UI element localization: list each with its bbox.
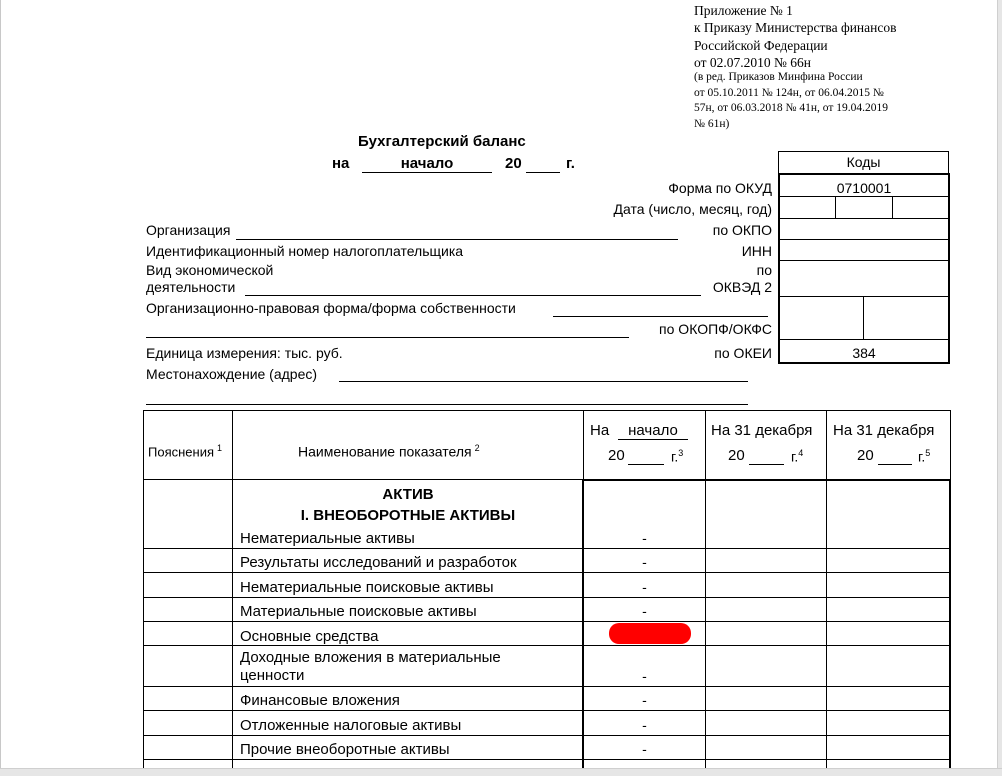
row-divider bbox=[143, 572, 950, 573]
codes-okopf-divider bbox=[863, 296, 864, 339]
row-divider bbox=[143, 735, 950, 736]
okud-label: Форма по ОКУД bbox=[668, 180, 772, 196]
org-input-line[interactable] bbox=[236, 239, 678, 240]
title-year-prefix: 20 bbox=[505, 155, 522, 172]
row-name: Результаты исследований и разработок bbox=[240, 554, 517, 571]
row-name: Материальные поисковые активы bbox=[240, 603, 477, 620]
legal-form-label: Организационно-правовая форма/форма собственности bbox=[146, 300, 516, 316]
header-col3-sup: 5 bbox=[925, 448, 931, 458]
appendix-line: Российской Федерации bbox=[694, 38, 828, 53]
address-input-line-2[interactable] bbox=[146, 404, 748, 405]
row-name-line-2: ценности bbox=[240, 667, 305, 684]
legal-form-input-line[interactable] bbox=[553, 316, 768, 317]
header-name bbox=[298, 443, 480, 460]
header-col1-value[interactable]: начало bbox=[628, 422, 678, 439]
table-thick-border bbox=[949, 479, 951, 768]
address-label: Местонахождение (адрес) bbox=[146, 366, 318, 382]
header-col1-g bbox=[671, 448, 683, 465]
row-divider bbox=[143, 621, 950, 622]
table-top-border bbox=[143, 410, 951, 411]
header-col1-na: На bbox=[590, 422, 610, 439]
row-divider bbox=[143, 645, 950, 646]
header-col1-year-line[interactable] bbox=[628, 464, 664, 465]
legal-form-input-line-2[interactable] bbox=[146, 337, 629, 338]
codes-frame bbox=[778, 173, 950, 364]
row-divider bbox=[143, 548, 950, 549]
row-name: Прочие внеоборотные активы bbox=[240, 741, 450, 758]
header-col3-year: 20 bbox=[857, 447, 874, 464]
appendix-line: к Приказу Министерства финансов bbox=[694, 20, 897, 35]
okpo-label: по ОКПО bbox=[712, 222, 772, 238]
title-date-value[interactable]: начало bbox=[400, 155, 454, 172]
header-col1-sup: 3 bbox=[678, 448, 684, 458]
window-left-edge bbox=[0, 0, 1, 775]
document-title: Бухгалтерский баланс bbox=[358, 133, 526, 150]
header-notes bbox=[148, 443, 222, 459]
header-col2-top: На 31 декабря bbox=[711, 422, 813, 439]
table-border bbox=[232, 410, 233, 768]
row-divider bbox=[143, 686, 950, 687]
section-heading-noncurrent: I. ВНЕОБОРОТНЫЕ АКТИВЫ bbox=[300, 507, 516, 524]
okopf-label: по ОКОПФ/ОКФС bbox=[659, 321, 772, 337]
window-scrollbar-right[interactable] bbox=[997, 0, 1002, 775]
codes-divider bbox=[779, 239, 949, 240]
header-col2-year-line[interactable] bbox=[749, 464, 784, 465]
header-col3-top: На 31 декабря bbox=[833, 422, 935, 439]
header-notes-sup: 1 bbox=[217, 443, 223, 453]
header-col2-year: 20 bbox=[728, 447, 745, 464]
header-col3-year-line[interactable] bbox=[878, 464, 912, 465]
header-col3-g bbox=[918, 448, 930, 465]
title-date-underline bbox=[362, 172, 492, 173]
row-name: Доходные вложения в материальные bbox=[240, 649, 501, 666]
table-border bbox=[826, 410, 827, 768]
okud-value[interactable]: 0710001 bbox=[836, 180, 892, 196]
header-col1-g-text: г. bbox=[671, 448, 679, 465]
okved-label-1: по bbox=[756, 262, 772, 278]
row-value[interactable]: - bbox=[642, 530, 647, 546]
row-value[interactable]: - bbox=[642, 603, 647, 619]
amend-line: от 05.10.2011 № 124н, от 06.04.2015 № bbox=[694, 87, 884, 99]
appendix-line: Приложение № 1 bbox=[694, 3, 793, 18]
amend-line: № 61н) bbox=[694, 118, 730, 130]
amend-line: 57н, от 06.03.2018 № 41н, от 19.04.2019 bbox=[694, 102, 889, 114]
table-header-bottom bbox=[143, 479, 583, 480]
table-border bbox=[583, 410, 584, 480]
row-value[interactable]: - bbox=[642, 741, 647, 757]
row-divider bbox=[143, 710, 950, 711]
codes-divider bbox=[779, 260, 949, 261]
header-name-sup: 2 bbox=[474, 443, 480, 453]
header-col2-sup: 4 bbox=[798, 448, 804, 458]
appendix-line: от 02.07.2010 № 66н bbox=[694, 55, 811, 70]
inn-label: ИНН bbox=[741, 243, 772, 259]
header-notes-text: Пояснения bbox=[148, 444, 215, 460]
title-na: на bbox=[332, 155, 350, 172]
org-label: Организация bbox=[146, 222, 231, 238]
row-value[interactable]: - bbox=[642, 668, 647, 684]
row-name: Основные средства bbox=[240, 628, 379, 645]
row-divider bbox=[143, 759, 950, 760]
row-name: Отложенные налоговые активы bbox=[240, 717, 462, 734]
okved-label-2: ОКВЭД 2 bbox=[712, 279, 772, 295]
unit-label: Единица измерения: тыс. руб. bbox=[146, 345, 343, 361]
redacted-value bbox=[609, 623, 691, 644]
header-col3-g-text: г. bbox=[918, 448, 926, 465]
okei-value[interactable]: 384 bbox=[852, 345, 876, 361]
row-value[interactable]: - bbox=[642, 692, 647, 708]
inn-field-label: Идентификационный номер налогоплательщика bbox=[146, 243, 464, 259]
row-name: Нематериальные активы bbox=[240, 530, 415, 547]
okei-label: по ОКЕИ bbox=[714, 345, 772, 361]
header-col1-underline bbox=[618, 439, 688, 440]
row-value[interactable]: - bbox=[642, 579, 647, 595]
header-col2-g-text: г. bbox=[791, 448, 799, 465]
codes-divider bbox=[779, 296, 949, 297]
section-heading-aktiv: АКТИВ bbox=[382, 486, 434, 503]
activity-input-line[interactable] bbox=[245, 295, 701, 296]
row-divider bbox=[143, 597, 950, 598]
codes-header: Коды bbox=[846, 154, 881, 170]
header-col1-year: 20 bbox=[608, 447, 625, 464]
address-input-line[interactable] bbox=[339, 381, 748, 382]
row-name: Финансовые вложения bbox=[240, 692, 400, 709]
row-value[interactable]: - bbox=[642, 717, 647, 733]
table-header-bottom-thick bbox=[583, 479, 951, 481]
header-col2-g bbox=[791, 448, 803, 465]
title-year-underline[interactable] bbox=[526, 172, 560, 173]
amend-line: (в ред. Приказов Минфина России bbox=[694, 71, 863, 83]
activity-label-1: Вид экономической bbox=[146, 262, 274, 278]
date-label: Дата (число, месяц, год) bbox=[613, 201, 772, 217]
table-border bbox=[143, 410, 144, 768]
row-name: Нематериальные поисковые активы bbox=[240, 579, 494, 596]
title-year-suffix: г. bbox=[566, 155, 575, 172]
row-value[interactable]: - bbox=[642, 554, 647, 570]
table-border bbox=[705, 410, 706, 768]
codes-divider bbox=[779, 218, 949, 219]
header-name-text: Наименование показателя bbox=[298, 443, 472, 460]
codes-date-divider bbox=[835, 196, 836, 218]
codes-divider bbox=[779, 339, 949, 340]
activity-label-2: деятельности bbox=[146, 279, 236, 295]
codes-divider bbox=[779, 196, 949, 197]
codes-date-divider bbox=[892, 196, 893, 218]
